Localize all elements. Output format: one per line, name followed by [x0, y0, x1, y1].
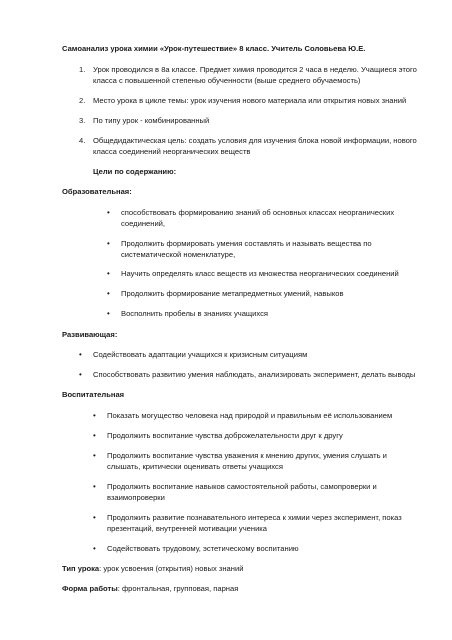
list-item-line: Содействовать трудовому, эстетическому воспитанию — [107, 544, 299, 553]
bullet-icon: • — [107, 289, 110, 298]
list-item-line: Способствовать развитию умения наблюдать, анализировать эксперимент, делать выводы — [93, 370, 416, 379]
bullet-icon: • — [93, 451, 96, 460]
work-form-value: : фронтальная, групповая, парная — [117, 584, 239, 593]
goals-heading: Цели по содержанию: — [93, 167, 177, 176]
list-item-line: способствовать формированию знаний об основных классах неорганических — [121, 208, 395, 217]
list-item-line: Восполнить пробелы в знаниях учащихся — [121, 309, 269, 318]
list-item-line: Научить определять класс веществ из множества неорганических соединений — [121, 269, 399, 278]
list-item-line: класса соединений неорганических веществ — [93, 147, 251, 156]
bullet-icon: • — [107, 269, 110, 278]
bullet-icon: • — [93, 482, 96, 491]
bullet-icon: • — [93, 513, 96, 522]
lesson-type-label: Тип урока — [62, 564, 100, 573]
work-form-label: Форма работы — [62, 584, 118, 593]
list-item-line: Показать могущество человека над природой и правильным её использованием — [107, 411, 393, 420]
list-item-line: Место урока в цикле темы: урок изучения нового материала или открытия новых знаний — [93, 96, 407, 105]
developmental-heading: Развивающая: — [62, 330, 118, 339]
list-item-line: По типу урок - комбинированный — [93, 116, 210, 125]
bullet-icon: • — [93, 411, 96, 420]
lesson-type-value: : урок усвоения (открытия) новых знаний — [99, 564, 244, 573]
bullet-icon: • — [107, 239, 110, 248]
upbringing-heading: Воспитательная — [62, 390, 125, 399]
list-item-line: Урок проводился в 8а классе. Предмет химия проводится 2 часа в неделю. Учащиеся этого — [93, 65, 417, 74]
list-item-line: Общедидактическая цель: создать условия для изучения блока новой информации, нового — [93, 136, 417, 145]
list-item-line: Продолжить воспитание чувства доброжелательности друг к другу — [107, 431, 343, 440]
list-item-line: класса с повышенной степенью обученности (выше среднего обучаемость) — [93, 76, 361, 85]
list-item-line: Продолжить воспитание чувства уважения к мнению других, умения слушать и — [107, 451, 387, 460]
bullet-icon: • — [93, 431, 96, 440]
list-item-line: соединений, — [121, 219, 166, 228]
list-item-line: Продолжить развитие познавательного интереса к химии через эксперимент, показ — [107, 513, 402, 522]
work-form-line — [62, 583, 238, 594]
lesson-type-line — [62, 563, 243, 574]
list-item-line: слышать, критически оценивать ответы учащихся — [107, 462, 283, 471]
list-number: 2. — [79, 96, 86, 105]
bullet-icon: • — [107, 208, 110, 217]
list-item-line: взаимопроверки — [107, 493, 165, 502]
bullet-icon: • — [93, 544, 96, 553]
document-title: Самоанализ урока химии «Урок-путешествие» 8 класс. Учитель Соловьева Ю.Е. — [62, 44, 366, 53]
list-number: 4. — [79, 136, 86, 145]
bullet-icon: • — [79, 370, 82, 379]
bullet-icon: • — [107, 309, 110, 318]
list-item-line: Продолжить формировать умения составлять и называть вещества по — [121, 239, 372, 248]
list-item-line: Продолжить воспитание навыков самостоятельной работы, самопроверки и — [107, 482, 377, 491]
bullet-icon: • — [79, 350, 82, 359]
list-item-line: презентаций, внутренней мотивации ученика — [107, 524, 268, 533]
list-item-line: Содействовать адаптации учащихся к кризисным ситуациям — [93, 350, 308, 359]
list-number: 1. — [79, 65, 86, 74]
list-number: 3. — [79, 116, 86, 125]
list-item-line: систематической номенклатуре, — [121, 250, 236, 259]
educational-heading: Образовательная: — [62, 187, 132, 196]
list-item-line: Продолжить формирование метапредметных умений, навыков — [121, 289, 344, 298]
